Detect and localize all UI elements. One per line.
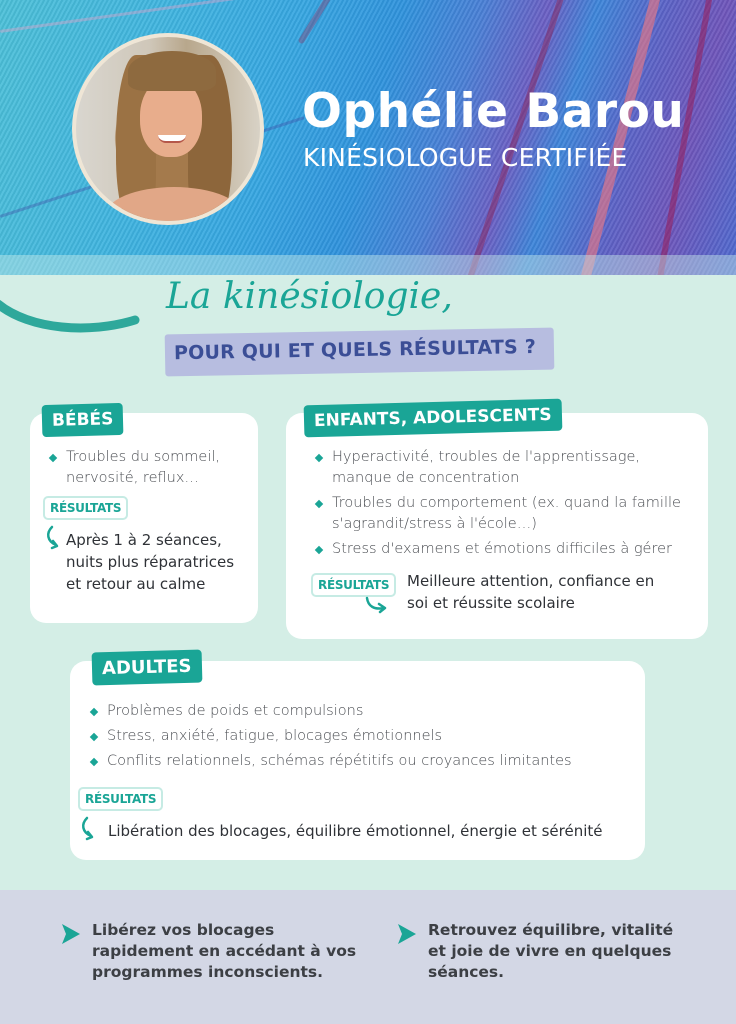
results-badge: RÉSULTATS bbox=[43, 496, 128, 520]
header-band bbox=[0, 255, 736, 275]
benefit-item bbox=[60, 920, 380, 983]
bullet-list bbox=[89, 701, 634, 776]
practitioner-name: Ophélie Barou bbox=[302, 84, 685, 139]
bullet-list bbox=[314, 447, 704, 564]
card-bebes bbox=[30, 413, 258, 623]
section-subtitle-bar bbox=[165, 328, 555, 377]
chevron-right-icon bbox=[396, 922, 418, 946]
section-script-title: La kinésiologie, bbox=[166, 276, 453, 317]
results-text: Après 1 à 2 séances, nuits plus réparatrices et retour au calme bbox=[66, 531, 235, 593]
results-badge: RÉSULTATS bbox=[311, 573, 396, 597]
header-banner bbox=[0, 0, 736, 275]
decorative-streak bbox=[297, 0, 525, 45]
bullet-item: Hyperactivité, troubles de l'apprentissage, manque de concentration bbox=[314, 447, 704, 489]
results-badge: RÉSULTATS bbox=[78, 787, 163, 811]
decorative-streak bbox=[0, 0, 297, 33]
curved-arrow-icon bbox=[79, 816, 103, 842]
curved-arrow-icon bbox=[364, 596, 388, 622]
profile-photo bbox=[72, 33, 264, 225]
bullet-item: Troubles du sommeil, nervosité, reflux… bbox=[48, 447, 248, 489]
category-tag-adultes: ADULTES bbox=[92, 650, 202, 686]
benefit-text: Libérez vos blocages rapidement en accédant à vos programmes inconscients. bbox=[92, 921, 357, 981]
card-adultes bbox=[70, 661, 645, 860]
practitioner-title: KINÉSIOLOGUE CERTIFIÉE bbox=[303, 143, 628, 172]
benefit-item bbox=[396, 920, 696, 983]
bullet-item: Conflits relationnels, schémas répétitifs ou croyances limitantes bbox=[89, 751, 634, 772]
card-enfants-adolescents bbox=[286, 413, 708, 639]
curved-arrow-icon bbox=[44, 525, 68, 551]
category-tag-enfants-adolescents: ENFANTS, ADOLESCENTS bbox=[304, 399, 562, 438]
results-text: Meilleure attention, confiance en soi et réussite scolaire bbox=[407, 572, 655, 612]
swoosh-decoration-icon bbox=[0, 290, 150, 340]
bullet-list bbox=[48, 447, 248, 493]
category-tag-bebes: BÉBÉS bbox=[42, 403, 124, 437]
bullet-item: Stress d'examens et émotions difficiles à gérer bbox=[314, 539, 704, 560]
bullet-item: Problèmes de poids et compulsions bbox=[89, 701, 634, 722]
bullet-item: Troubles du comportement (ex. quand la famille s'agrandit/stress à l'école…) bbox=[314, 493, 704, 535]
benefit-text: Retrouvez équilibre, vitalité et joie de vivre en quelques séances. bbox=[428, 921, 674, 981]
footer-benefits bbox=[0, 890, 736, 1024]
results-text: Libération des blocages, équilibre émotionnel, énergie et sérénité bbox=[108, 822, 603, 840]
chevron-right-icon bbox=[60, 922, 82, 946]
bullet-item: Stress, anxiété, fatigue, blocages émotionnels bbox=[89, 726, 634, 747]
section-subtitle: POUR QUI ET QUELS RÉSULTATS ? bbox=[173, 335, 537, 365]
